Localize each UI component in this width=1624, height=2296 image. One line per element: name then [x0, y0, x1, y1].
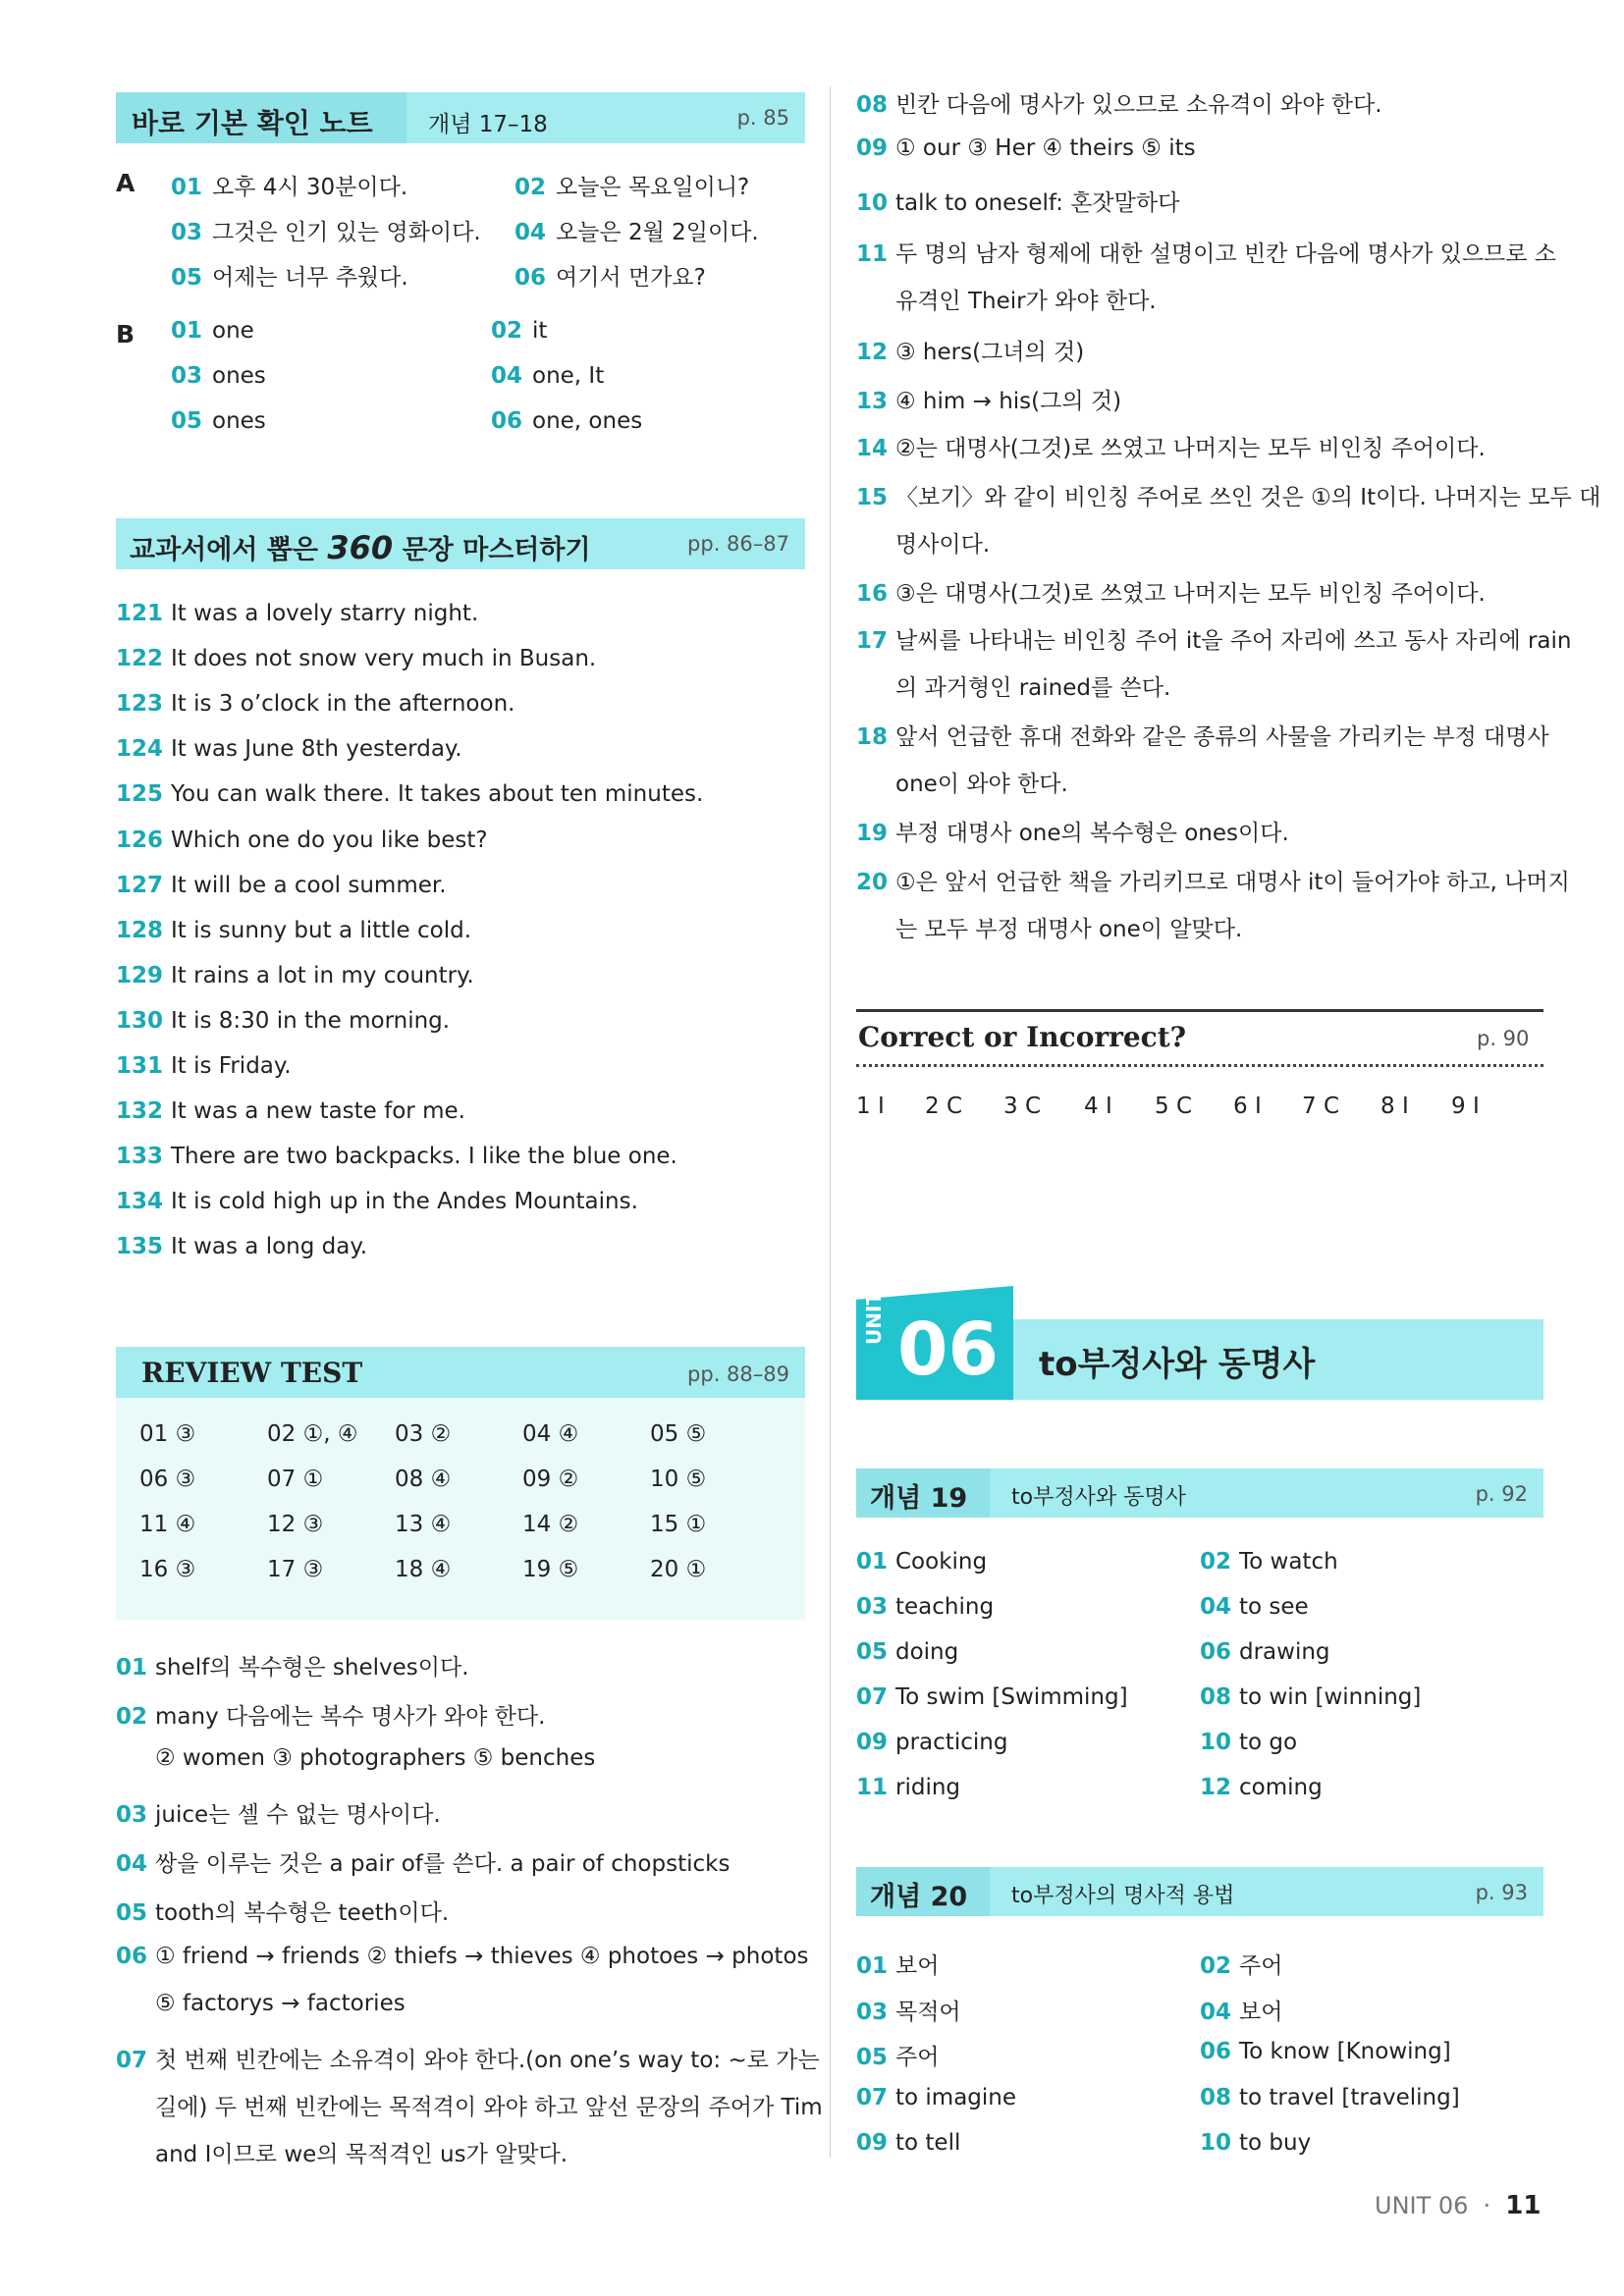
review-explanation-line [856, 479, 1600, 511]
basic-b-item [491, 408, 642, 434]
item-text: 앞서 언급한 휴대 전화와 같은 종류의 사물을 가리키는 부정 대명사 [895, 724, 1549, 750]
item-text: 여기서 먼가요? [556, 265, 706, 291]
item-number: 03 [856, 1999, 889, 2025]
review-answer-cell: 04 ④ [522, 1421, 579, 1447]
concept19-item [1200, 1594, 1309, 1620]
item-text: 오늘은 목요일이니? [556, 175, 750, 200]
item-text: 는 모두 부정 대명사 one이 알맞다. [895, 917, 1243, 942]
item-text: teaching [895, 1594, 995, 1620]
item-text: doing [895, 1639, 959, 1665]
review-test-page: pp. 88–89 [687, 1362, 789, 1386]
coi-top-rule [856, 1009, 1543, 1012]
item-number: 128 [116, 917, 164, 943]
item-number: 08 [1200, 1684, 1232, 1710]
item-number: 07 [116, 2048, 148, 2073]
review-explanation-line [116, 1944, 809, 1969]
concept20-item [856, 2130, 960, 2156]
item-number: 123 [116, 691, 164, 718]
item-text: It is cold high up in the Andes Mountains. [171, 1189, 638, 1215]
item-number: 06 [1200, 1639, 1232, 1665]
item-text: 부정 대명사 one의 복수형은 ones이다. [895, 821, 1289, 846]
item-text: 오늘은 2월 2일이다. [556, 220, 759, 245]
item-number: 131 [116, 1053, 164, 1079]
item-text: It is sunny but a little cold. [171, 917, 472, 943]
item-number: 03 [116, 1802, 148, 1828]
review-explanation-line [116, 2042, 820, 2074]
item-number: 19 [856, 821, 889, 846]
item-text: ② women ③ photographers ⑤ benches [155, 1745, 596, 1771]
coi-answer: 2 C [925, 1094, 963, 1119]
basic-a-item [171, 259, 408, 292]
sentence-item [116, 1053, 292, 1079]
concept19-item [1200, 1684, 1421, 1710]
item-text: one이 와야 한다. [895, 772, 1068, 797]
review-explanation-line [116, 1796, 441, 1829]
item-text: Cooking [895, 1549, 988, 1575]
section-a-label: A [116, 169, 135, 197]
basic-b-item [491, 363, 604, 389]
item-text: ②는 대명사(그것)로 쓰였고 나머지는 모두 비인칭 주어이다. [895, 436, 1486, 461]
item-number: 12 [856, 340, 889, 365]
sentence-item [116, 828, 488, 853]
item-text: To know [Knowing] [1239, 2039, 1451, 2064]
coi-answer: 6 I [1233, 1094, 1262, 1119]
item-text: It rains a lot in my country. [171, 962, 474, 988]
item-text: to buy [1239, 2130, 1312, 2156]
sentence-master-header [116, 518, 805, 569]
basic-b-item [171, 318, 254, 344]
basic-b-item [171, 408, 266, 434]
review-answer-cell: 09 ② [522, 1467, 579, 1492]
item-number: 10 [856, 190, 889, 216]
review-answer-cell: 08 ④ [395, 1467, 452, 1492]
sentence-item [116, 781, 703, 807]
review-explanation-line [856, 719, 1549, 751]
basic-check-page: p. 85 [736, 106, 789, 130]
review-answer-cell: 03 ② [395, 1421, 452, 1447]
item-number: 09 [856, 1730, 889, 1755]
item-text: coming [1239, 1775, 1323, 1800]
item-text: 유격인 Their가 와야 한다. [895, 289, 1157, 314]
review-answer-cell: 16 ③ [139, 1557, 196, 1582]
item-text: ③은 대명사(그것)로 쓰였고 나머지는 모두 비인칭 주어이다. [895, 581, 1486, 607]
coi-answer: 7 C [1302, 1094, 1340, 1119]
basic-check-concept: 개념 17–18 [428, 112, 548, 137]
review-answer-cell: 07 ① [267, 1467, 324, 1492]
item-text: practicing [895, 1730, 1008, 1755]
item-number: 11 [856, 1775, 889, 1800]
item-text: ①은 앞서 언급한 책을 가리키므로 대명사 it이 들어가야 하고, 나머지 [895, 870, 1570, 895]
item-number: 13 [856, 389, 889, 414]
item-number: 07 [856, 2084, 889, 2110]
item-text: 목적어 [895, 1999, 961, 2025]
item-number: 135 [116, 1234, 164, 1260]
concept20-item [1200, 1948, 1282, 1980]
item-number: 02 [491, 318, 523, 344]
review-test-header [116, 1347, 805, 1398]
item-text: to travel [traveling] [1239, 2084, 1460, 2110]
item-number: 03 [171, 363, 203, 389]
review-answer-cell: 10 ⑤ [650, 1467, 707, 1492]
review-explanation-line [856, 575, 1486, 608]
item-text: ones [212, 408, 266, 434]
concept20-title: to부정사의 명사적 용법 [1011, 1884, 1235, 1908]
item-number: 02 [1200, 1549, 1232, 1575]
sentence-item [116, 963, 474, 988]
item-number: 14 [856, 436, 889, 461]
basic-b-item [491, 318, 547, 344]
review-explanation-line [856, 135, 1196, 161]
item-text: 〈보기〉와 같이 비인칭 주어로 쓰인 것은 ①의 It이다. 나머지는 모두 대 [895, 485, 1601, 510]
item-text: 두 명의 남자 형제에 대한 설명이고 빈칸 다음에 명사가 있으므로 소 [895, 241, 1556, 267]
item-number: 06 [491, 408, 523, 434]
review-answer-cell: 14 ② [522, 1512, 579, 1537]
item-number: 12 [1200, 1775, 1232, 1800]
concept20-page: p. 93 [1475, 1881, 1528, 1904]
basic-a-item [514, 169, 749, 201]
item-number: 03 [856, 1594, 889, 1620]
item-number: 08 [856, 92, 889, 118]
sentence-item [116, 646, 596, 671]
review-explanation-line [116, 1649, 469, 1682]
review-explanation-line [856, 185, 1179, 217]
review-answer-cell: 05 ⑤ [650, 1421, 707, 1447]
item-number: 08 [1200, 2084, 1232, 2110]
item-number: 133 [116, 1144, 164, 1170]
item-number: 02 [514, 175, 547, 200]
concept20-item [856, 1948, 939, 1980]
item-number: 01 [856, 1549, 889, 1575]
review-explanation-line [856, 430, 1486, 462]
item-number: 10 [1200, 1730, 1232, 1755]
sentence-master-title [130, 528, 591, 566]
coi-page: p. 90 [1477, 1027, 1530, 1050]
coi-title: Correct or Incorrect? [858, 1021, 1187, 1053]
basic-a-item [171, 169, 407, 201]
item-text: talk to oneself: 혼잣말하다 [895, 190, 1180, 216]
item-number: 05 [171, 408, 203, 434]
sentence-item [116, 601, 478, 626]
sentence-master-title-a: 교과서에서 뽑은 [130, 535, 328, 565]
item-text: to win [winning] [1239, 1684, 1422, 1710]
concept20-label: 개념 20 [870, 1882, 968, 1912]
item-text: 길에) 두 번째 빈칸에는 목적격이 와야 하고 앞선 문장의 주어가 Tim [155, 2095, 823, 2120]
review-answer-cell: 18 ④ [395, 1557, 452, 1582]
coi-answer: 3 C [1003, 1094, 1042, 1119]
coi-answer: 8 I [1380, 1094, 1409, 1119]
item-number: 20 [856, 870, 889, 895]
concept19-item [1200, 1730, 1297, 1755]
item-text: 날씨를 나타내는 비인칭 주어 it을 주어 자리에 쓰고 동사 자리에 rain [895, 628, 1572, 654]
concept19-item [1200, 1549, 1338, 1575]
concept19-item [1200, 1775, 1323, 1800]
item-number: 04 [1200, 1999, 1232, 2025]
item-number: 16 [856, 581, 889, 607]
item-text: ③ hers(그녀의 것) [895, 340, 1085, 365]
item-number: 05 [856, 2045, 889, 2070]
basic-b-item [171, 363, 266, 389]
basic-a-item [514, 214, 759, 246]
review-explanation-line [856, 911, 1242, 943]
basic-check-title: 바로 기본 확인 노트 [132, 107, 373, 139]
review-explanation-line [856, 669, 1170, 702]
page-footer [1375, 2191, 1541, 2220]
sentence-item [116, 1189, 638, 1214]
item-text: It was a long day. [171, 1234, 368, 1260]
unit-title: to부정사와 동명사 [1039, 1345, 1316, 1384]
item-number: 05 [116, 1900, 148, 1926]
item-text: Which one do you like best? [171, 827, 488, 853]
item-number: 122 [116, 646, 164, 672]
item-text: ④ him → his(그의 것) [895, 389, 1122, 414]
concept20-item [856, 2039, 939, 2071]
item-text: 보어 [1239, 1999, 1283, 2025]
item-number: 17 [856, 628, 889, 654]
item-text: juice는 셀 수 없는 명사이다. [155, 1802, 441, 1828]
item-number: 07 [856, 1684, 889, 1710]
item-text: riding [895, 1775, 961, 1800]
item-number: 06 [116, 1944, 148, 1969]
review-answer-cell: 20 ① [650, 1557, 707, 1582]
item-text: one, ones [532, 408, 643, 434]
item-text: ① our ③ Her ④ theirs ⑤ its [895, 135, 1196, 161]
review-answer-cell: 02 ①, ④ [267, 1421, 358, 1447]
section-b-label: B [116, 320, 135, 348]
concept19-item [856, 1549, 987, 1575]
item-number: 06 [514, 265, 547, 291]
item-text: It is 8:30 in the morning. [171, 1007, 451, 1034]
review-explanation-line [116, 1745, 595, 1771]
review-answer-cell: 19 ⑤ [522, 1557, 579, 1582]
sentence-item [116, 1144, 677, 1169]
review-explanation-line [856, 383, 1121, 415]
item-number: 132 [116, 1098, 164, 1125]
sentence-item [116, 691, 514, 717]
item-number: 05 [856, 1639, 889, 1665]
item-number: 02 [1200, 1953, 1232, 1979]
item-text: 그것은 인기 있는 영화이다. [212, 220, 481, 245]
concept19-page: p. 92 [1475, 1482, 1528, 1506]
coi-answer: 1 I [856, 1094, 885, 1119]
review-answer-cell: 01 ③ [139, 1421, 196, 1447]
footer-unit: UNIT 06 [1375, 2192, 1469, 2219]
item-number: 11 [856, 241, 889, 267]
item-text: 명사이다. [895, 532, 991, 558]
sentence-master-title-c: 문장 마스터하기 [393, 535, 591, 565]
item-text: 주어 [1239, 1953, 1283, 1979]
review-explanation-line [116, 1895, 449, 1927]
review-answer-cell: 13 ④ [395, 1512, 452, 1537]
item-text: It does not snow very much in Busan. [171, 646, 597, 672]
item-text: to tell [895, 2130, 961, 2156]
unit-label: UNIT [862, 1291, 886, 1345]
column-divider [830, 86, 831, 2158]
concept19-title: to부정사와 동명사 [1011, 1485, 1186, 1510]
concept19-header [856, 1468, 1543, 1518]
concept19-item [856, 1594, 994, 1620]
item-text: It was June 8th yesterday. [171, 736, 462, 763]
item-text: ones [212, 363, 266, 389]
item-text: tooth의 복수형은 teeth이다. [155, 1900, 450, 1926]
concept20-item [1200, 2130, 1311, 2156]
sentence-item [116, 1098, 465, 1124]
review-explanation-line [856, 864, 1570, 896]
item-text: You can walk there. It takes about ten minutes. [171, 781, 704, 808]
item-text: to imagine [895, 2084, 1017, 2110]
item-text: 보어 [895, 1953, 940, 1979]
review-answer-cell: 11 ④ [139, 1512, 196, 1537]
item-text: to go [1239, 1730, 1298, 1755]
review-answer-cell: 06 ③ [139, 1467, 196, 1492]
item-text: To watch [1239, 1549, 1338, 1575]
item-number: 04 [514, 220, 547, 245]
footer-page-number: 11 [1505, 2191, 1542, 2220]
item-text: It was a new taste for me. [171, 1098, 465, 1125]
basic-a-item [514, 259, 706, 292]
item-text: one, It [532, 363, 605, 389]
item-text: It is Friday. [171, 1053, 292, 1079]
item-text: to see [1239, 1594, 1309, 1620]
basic-a-item [171, 214, 481, 246]
review-explanation-line [856, 815, 1289, 847]
item-number: 09 [856, 2130, 889, 2156]
item-text: It was a lovely starry night. [171, 601, 479, 626]
item-text: 첫 번째 빈칸에는 소유격이 와야 한다.(on one’s way to: ~로 가는 [155, 2048, 820, 2073]
coi-answer: 5 C [1155, 1094, 1193, 1119]
item-number: 10 [1200, 2130, 1232, 2156]
item-text: one [212, 318, 254, 344]
item-text: shelf의 복수형은 shelves이다. [155, 1655, 469, 1681]
coi-dotted-rule [856, 1064, 1543, 1067]
item-text: ① friend → friends ② thiefs → thieves ④ photoes → photos [155, 1944, 809, 1969]
concept19-item [856, 1684, 1128, 1710]
sentence-item [116, 918, 471, 943]
review-explanation-line [116, 1845, 730, 1878]
concept19-label: 개념 19 [870, 1483, 968, 1514]
item-text: and I이므로 we의 목적격인 us가 알맞다. [155, 2142, 568, 2167]
review-explanation-line [856, 236, 1556, 268]
review-explanation-line [856, 622, 1572, 655]
item-number: 06 [1200, 2039, 1232, 2064]
item-text: To swim [Swimming] [895, 1684, 1128, 1710]
review-explanation-line [116, 2089, 823, 2121]
item-number: 129 [116, 962, 164, 988]
item-number: 130 [116, 1007, 164, 1034]
review-explanation-line [856, 283, 1157, 315]
review-explanation-line [856, 334, 1084, 366]
item-number: 05 [171, 265, 203, 291]
item-number: 121 [116, 601, 164, 626]
review-explanation-line [856, 766, 1068, 798]
concept19-item [856, 1775, 960, 1800]
concept20-item [1200, 2085, 1460, 2110]
sentence-item [116, 1234, 367, 1259]
item-text: 오후 4시 30분이다. [212, 175, 408, 200]
item-number: 15 [856, 485, 889, 510]
item-text: drawing [1239, 1639, 1330, 1665]
review-answer-cell: 17 ③ [267, 1557, 324, 1582]
item-number: 127 [116, 872, 164, 898]
item-text: it [532, 318, 548, 344]
coi-answer: 4 I [1084, 1094, 1112, 1119]
sentence-item [116, 736, 462, 762]
item-number: 02 [116, 1704, 148, 1730]
review-answer-cell: 12 ③ [267, 1512, 324, 1537]
item-number: 04 [1200, 1594, 1232, 1620]
concept20-item [1200, 2039, 1451, 2064]
concept19-item [856, 1639, 958, 1665]
review-explanation-line [856, 526, 990, 559]
item-text: many 다음에는 복수 명사가 와야 한다. [155, 1704, 546, 1730]
basic-check-header [116, 92, 805, 143]
item-text: 쌍을 이루는 것은 a pair of를 쓴다. a pair of chopsticks [155, 1851, 731, 1877]
item-text: There are two backpacks. I like the blue one. [171, 1144, 677, 1170]
item-number: 01 [171, 318, 203, 344]
item-text: It is 3 o’clock in the afternoon. [171, 691, 515, 718]
item-number: 01 [856, 1953, 889, 1979]
item-text: It will be a cool summer. [171, 872, 447, 898]
concept20-item [1200, 1994, 1282, 2026]
review-explanation-line [856, 86, 1382, 119]
footer-separator: · [1483, 2192, 1491, 2219]
item-number: 01 [171, 175, 203, 200]
item-text: 빈칸 다음에 명사가 있으므로 소유격이 와야 한다. [895, 92, 1382, 118]
item-number: 126 [116, 827, 164, 853]
item-number: 09 [856, 135, 889, 161]
item-number: 04 [116, 1851, 148, 1877]
item-number: 124 [116, 736, 164, 763]
unit-number: 06 [897, 1308, 999, 1392]
review-explanation-line [116, 1698, 545, 1731]
concept20-item [856, 1994, 961, 2026]
coi-answer: 9 I [1451, 1094, 1480, 1119]
item-text: 주어 [895, 2045, 940, 2070]
item-number: 134 [116, 1189, 164, 1215]
review-answer-cell: 15 ① [650, 1512, 707, 1537]
review-explanation-line [116, 1991, 406, 2016]
concept19-item [1200, 1639, 1330, 1665]
item-number: 18 [856, 724, 889, 750]
item-text: 의 과거형인 rained를 쓴다. [895, 675, 1171, 701]
item-text: 어제는 너무 추웠다. [212, 265, 408, 291]
item-number: 03 [171, 220, 203, 245]
item-number: 01 [116, 1655, 148, 1681]
concept20-item [856, 2085, 1016, 2110]
sentence-item [116, 1008, 450, 1034]
review-explanation-line [116, 2136, 568, 2168]
item-number: 125 [116, 781, 164, 808]
concept20-header [856, 1867, 1543, 1916]
item-number: 04 [491, 363, 523, 389]
item-text: ⑤ factorys → factories [155, 1991, 406, 2016]
concept19-item [856, 1730, 1007, 1755]
review-test-title: REVIEW TEST [141, 1357, 363, 1389]
sentence-master-title-b: 360 [327, 529, 394, 566]
sentence-master-page: pp. 86–87 [687, 532, 789, 556]
sentence-item [116, 873, 447, 898]
